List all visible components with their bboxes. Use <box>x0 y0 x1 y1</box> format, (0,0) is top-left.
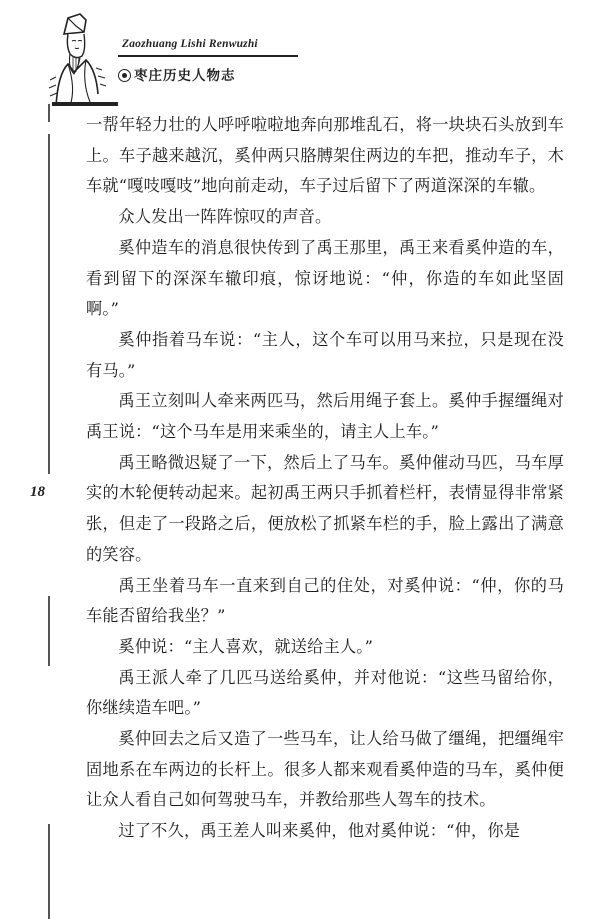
bullseye-icon <box>118 69 131 82</box>
paragraph: 禹王立刻叫人牵来两匹马，然后用绳子套上。奚仲手握缰绳对禹王说：“这个马车是用来乘坐的，请主人上车。” <box>86 391 564 442</box>
margin-rule-top <box>48 104 50 122</box>
paragraph: 一帮年轻力壮的人呼呼啦啦地奔向那堆乱石，将一块块石头放到车上。车子越来越沉，奚仲两只胳膊架住两边的车把，推动车子，木车就“嘎吱嘎吱”地向前走动，车子过后留下了两道深深的车辙。 <box>86 115 564 196</box>
header-romanized-title: Zaozhuang Lishi Renwuzhi <box>122 38 258 50</box>
paragraph: 奚仲造车的消息很快传到了禹王那里，禹王来看奚仲造的车，看到留下的深深车辙印痕，惊讶地说：“仲，你造的车如此坚固啊。” <box>86 237 564 319</box>
paragraph: 奚仲回去之后又造了一些马车，让人给马做了缰绳，把缰绳牢固地系在车两边的长杆上。很多人都来观看奚仲造的马车，奚仲便让众人看自己如何驾驶马车，并教给那些人驾车的技术。 <box>86 729 564 810</box>
paragraph: 禹王略微迟疑了一下，然后上了马车。奚仲催动马匹，马车厚实的木轮便转动起来。起初禹王两只手抓着栏杆，表情显得非常紧张，但走了一段路之后，便放松了抓紧车栏的手，脸上露出了满意的笑容。 <box>86 452 564 564</box>
scholar-portrait-icon <box>46 10 122 110</box>
paragraph: 禹王派人牵了几匹马送给奚仲，并对他说：“这些马留给你，你继续造车吧。” <box>86 667 564 718</box>
paragraph: 禹王坐着马车一直来到自己的住处，对奚仲说：“仲，你的马车能否留给我坐？” <box>86 575 564 626</box>
header-chinese-title-text: 枣庄历史人物志 <box>134 68 236 84</box>
paragraph: 奚仲说：“主人喜欢，就送给主人。” <box>118 636 374 656</box>
margin-rule-bottom <box>48 824 50 919</box>
running-header <box>44 10 612 110</box>
header-chinese-title <box>118 64 236 84</box>
paragraph: 奚仲指着马车说：“主人，这个车可以用马来拉，只是现在没有马。” <box>86 329 564 380</box>
paragraph: 过了不久，禹王差人叫来奚仲，他对奚仲说：“仲，你是 <box>118 821 521 841</box>
margin-rule-lower <box>48 596 50 666</box>
page-number: 18 <box>30 484 45 500</box>
margin-rule-upper <box>48 134 50 474</box>
body-text <box>86 110 564 847</box>
paragraph: 众人发出一阵阵惊叹的声音。 <box>118 207 332 227</box>
header-divider <box>118 55 298 57</box>
